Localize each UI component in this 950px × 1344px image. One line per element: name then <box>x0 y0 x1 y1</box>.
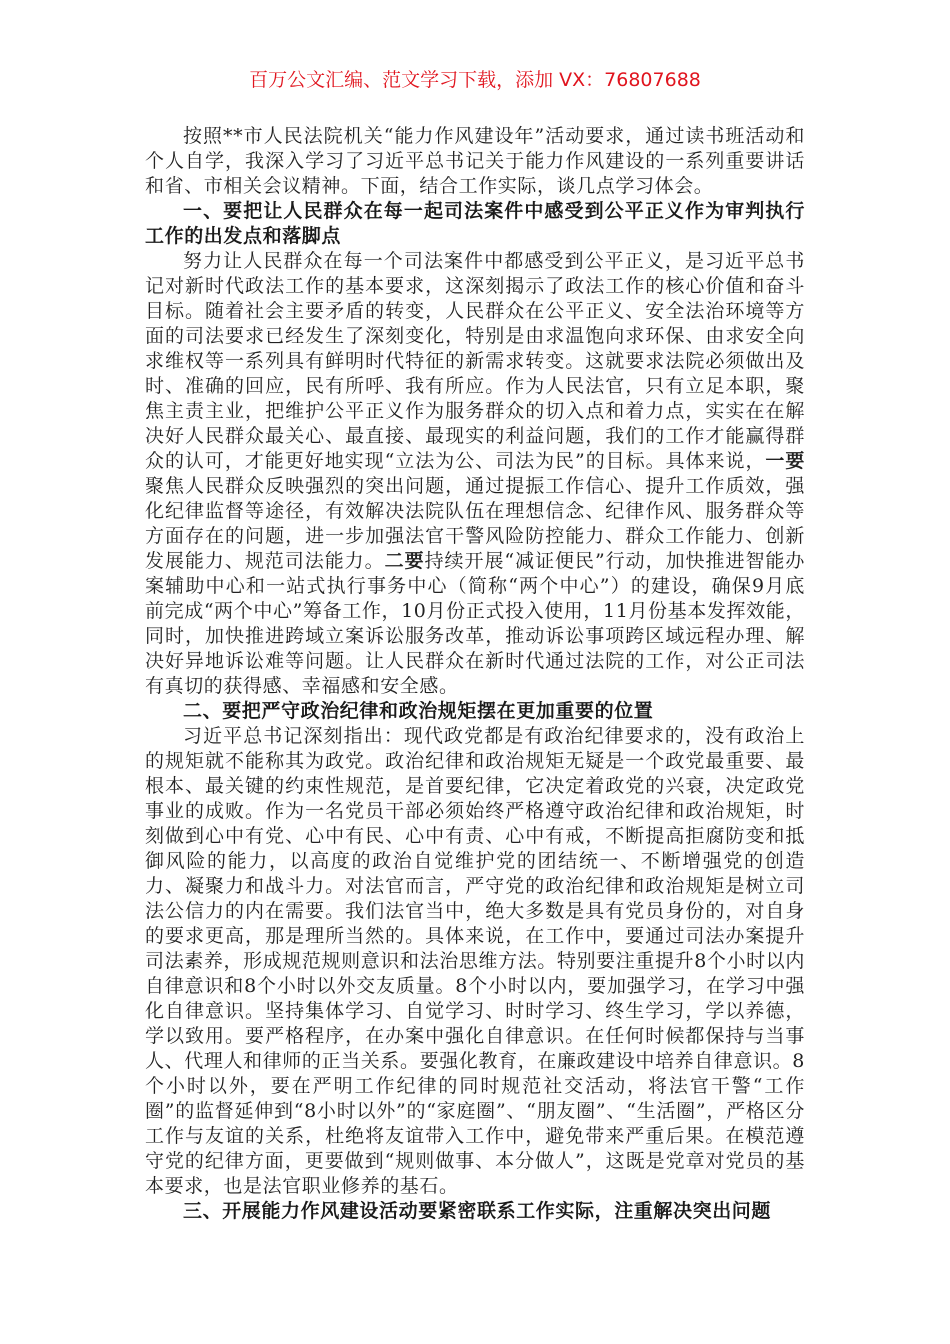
section-2-heading: 二、要把严守政治纪律和政治规矩摆在更加重要的位置 <box>183 700 654 722</box>
section-1-heading: 一、要把让人民群众在每一起司法案件中感受到公平正义作为审判执行工作的出发点和落脚点 <box>145 200 805 247</box>
download-banner: 百万公文汇编、范文学习下载，添加 VX：76807688 <box>249 69 701 91</box>
section-1-text-part3: 持续开展“减证便民”行动，加快推进智能办案辅助中心和一站式执行事务中心（简称“两个中心”）的建设，确保9月底前完成“两个中心”筹备工作，10月份正式投入使用，11月份基本发挥效能，同时，加快推进跨域立案诉讼服务改革，推动诉讼事项跨区域远程办理、解决好异地诉讼难等问题。让人民群众在新时代通过法院的工作，对公正司法有真切的获得感、幸福感和安全感。 <box>145 550 805 697</box>
section-1-paragraph <box>145 249 805 699</box>
section-1-text-part2: 聚焦人民群众反映强烈的突出问题，通过提振工作信心、提升工作质效，强化纪律监督等途径，有效解决法院队伍在理想信念、纪律作风、服务群众等方面存在的问题，进一步加强法官干警风险防控能力、群众工作能力、创新发展能力、规范司法能力。 <box>145 475 805 572</box>
section-1-text-part1: 努力让人民群众在每一个司法案件中都感受到公平正义，是习近平总书记对新时代政法工作的基本要求，这深刻揭示了政法工作的核心价值和奋斗目标。随着社会主要矛盾的转变，人民群众在公平正义、安全法治环境等方面的司法要求已经发生了深刻变化，特别是由求温饱向求环保、由求安全向求维权等一系列具有鲜明时代特征的新需求转变。这就要求法院必须做出及时、准确的回应，民有所呼、我有所应。作为人民法官，只有立足本职，聚焦主责主业，把维护公平正义作为服务群众的切入点和着力点，实实在在解决好人民群众最关心、最直接、最现实的利益问题，我们的工作才能赢得群众的认可，才能更好地实现“立法为公、司法为民”的目标。具体来说， <box>145 250 805 472</box>
emphasis-second-point: 二要 <box>384 550 425 572</box>
document-body <box>145 124 805 1224</box>
emphasis-first-point: 一要 <box>765 450 805 472</box>
intro-paragraph: 按照**市人民法院机关“能力作风建设年”活动要求，通过读书班活动和个人自学，我深入学习了习近平总书记关于能力作风建设的一系列重要讲话和省、市相关会议精神。下面，结合工作实际，谈几点学习体会。 <box>145 125 805 197</box>
section-2-paragraph: 习近平总书记深刻指出：现代政党都是有政治纪律要求的，没有政治上的规矩就不能称其为政党。政治纪律和政治规矩无疑是一个政党最重要、最根本、最关键的约束性规范，是首要纪律，它决定着政党的兴衰，决定政党事业的成败。作为一名党员干部必须始终严格遵守政治纪律和政治规矩，时刻做到心中有党、心中有民、心中有责、心中有戒，不断提高拒腐防变和抵御风险的能力，以高度的政治自觉维护党的团结统一、不断增强党的创造力、凝聚力和战斗力。对法官而言，严守党的政治纪律和政治规矩是树立司法公信力的内在需要。我们法官当中，绝大多数是具有党员身份的，对自身的要求更高，那是理所当然的。具体来说，在工作中，要通过司法办案提升司法素养，形成规范规则意识和法治思维方法。特别要注重提升8个小时以内自律意识和8个小时以外交友质量。8个小时以内，要加强学习，在学习中强化自律意识。坚持集体学习、自觉学习、时时学习、终生学习，学以养德，学以致用。要严格程序，在办案中强化自律意识。在任何时候都保持与当事人、代理人和律师的正当关系。要强化教育，在廉政建设中培养自律意识。8个小时以外，要在严明工作纪律的同时规范社交活动，将法官干警“工作圈”的监督延伸到“8小时以外”的“家庭圈”、“朋友圈”、“生活圈”，严格区分工作与友谊的关系，杜绝将友谊带入工作中，避免带来严重后果。在模范遵守党的纪律方面，更要做到“规则做事、本分做人”，这既是党章对党员的基本要求，也是法官职业修养的基石。 <box>145 725 805 1197</box>
section-3-heading: 三、开展能力作风建设活动要紧密联系工作实际，注重解决突出问题 <box>183 1200 772 1222</box>
